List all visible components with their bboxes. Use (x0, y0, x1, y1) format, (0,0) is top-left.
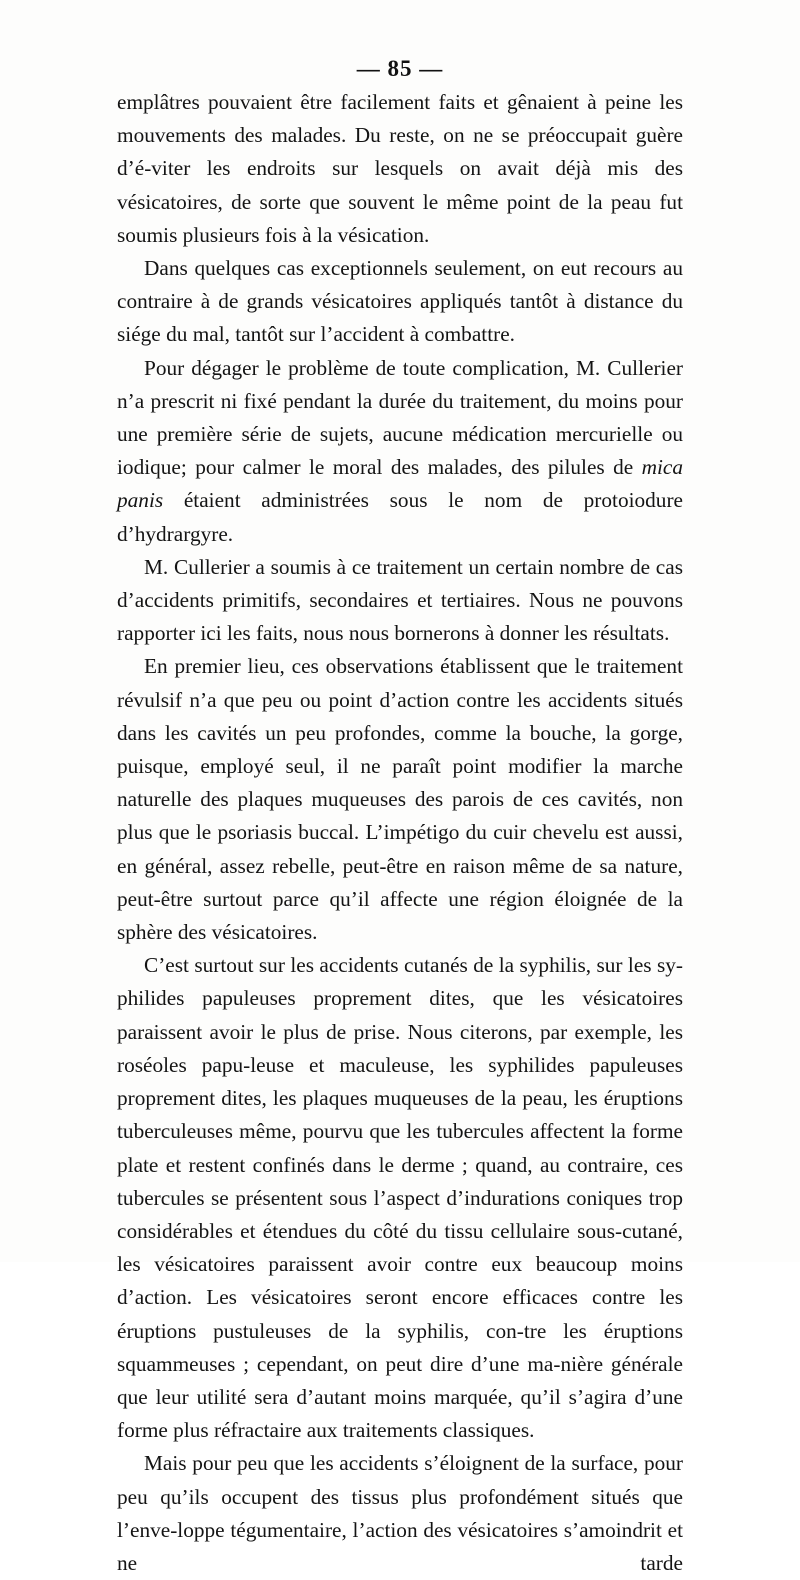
paragraph-6: C’est surtout sur les accidents cutanés de la syphilis, sur les sy-philides papuleuses proprement dites, que les vésicatoires paraissent avoir le plus de prise. Nous citerons, par exemple, les roséoles papu-leuse et maculeuse, les syphilides papuleuses proprement dites, les plaques muqueuses de la peau, les éruptions tuberculeuses même, pourvu que les tubercules affectent la forme plate et restent confinés dans le derme ; quand, au contraire, ces tubercules se présentent sous l’aspect d’indurations coniques trop considérables et étendues du côté du tissu cellulaire sous-cutané, les vésicatoires paraissent avoir contre eux beaucoup moins d’action. Les vésicatoires seront encore efficaces contre les éruptions pustuleuses de la syphilis, con-tre les éruptions squammeuses ; cependant, on peut dire d’une ma-nière générale que leur utilité sera d’autant moins marquée, qu’il s’agira d’une forme plus réfractaire aux traitements classiques. (117, 953, 683, 1443)
paragraph-4: M. Cullerier a soumis à ce traitement un certain nombre de cas d’accidents primitifs, secondaires et tertiaires. Nous ne pouvons rapporter ici les faits, nous nous bornerons à donner les résultats. (117, 554, 683, 646)
paragraph-3 (117, 352, 683, 551)
paragraph-3-text-before: Pour dégager le problème de toute complication, M. Cullerier n’a prescrit ni fixé pendant la durée du traitement, du moins pour une première série de sujets, aucune médication mercurielle ou iodique; pour calmer le moral des malades, des pilules de (117, 355, 683, 480)
paragraph-1: emplâtres pouvaient être facilement faits et gênaient à peine les mouvements des malades. Du reste, on ne se préoccupait guère d’é-viter les endroits sur lesquels on avait déjà mis des vésicatoires, de sorte que souvent le même point de la peau fut soumis plusieurs fois à la vésication. (117, 90, 683, 247)
paragraph-3-emphasis: mica panis (117, 455, 683, 513)
paragraph-3-text-after: étaient administrées sous le nom de protoiodure d’hydrargyre. (117, 488, 683, 546)
body-text (117, 86, 683, 1580)
paragraph-2: Dans quelques cas exceptionnels seulement, on eut recours au contraire à de grands vésicatoires appliqués tantôt à distance du siége du mal, tantôt sur l’accident à combattre. (117, 256, 683, 347)
paragraph-7: Mais pour peu que les accidents s’éloignent de la surface, pour peu qu’ils occupent des tissus plus profondément situés que l’enve-loppe tégumentaire, l’action des vésicatoires s’amoindrit et ne tarde (117, 1451, 683, 1575)
page-number: — 85 — (356, 56, 444, 81)
paragraph-5: En premier lieu, ces observations établissent que le traitement révulsif n’a que peu ou point d’action contre les accidents situés dans les cavités un peu profondes, comme la bouche, la gorge, puisque, employé seul, il ne paraît point modifier la marche naturelle des plaques muqueuses des parois de ces cavités, non plus que le psoriasis buccal. L’impétigo du cuir chevelu est aussi, en général, assez rebelle, peut-être en raison même de sa nature, peut-être surtout parce qu’il affecte une région éloignée de la sphère des vésicatoires. (117, 654, 683, 945)
